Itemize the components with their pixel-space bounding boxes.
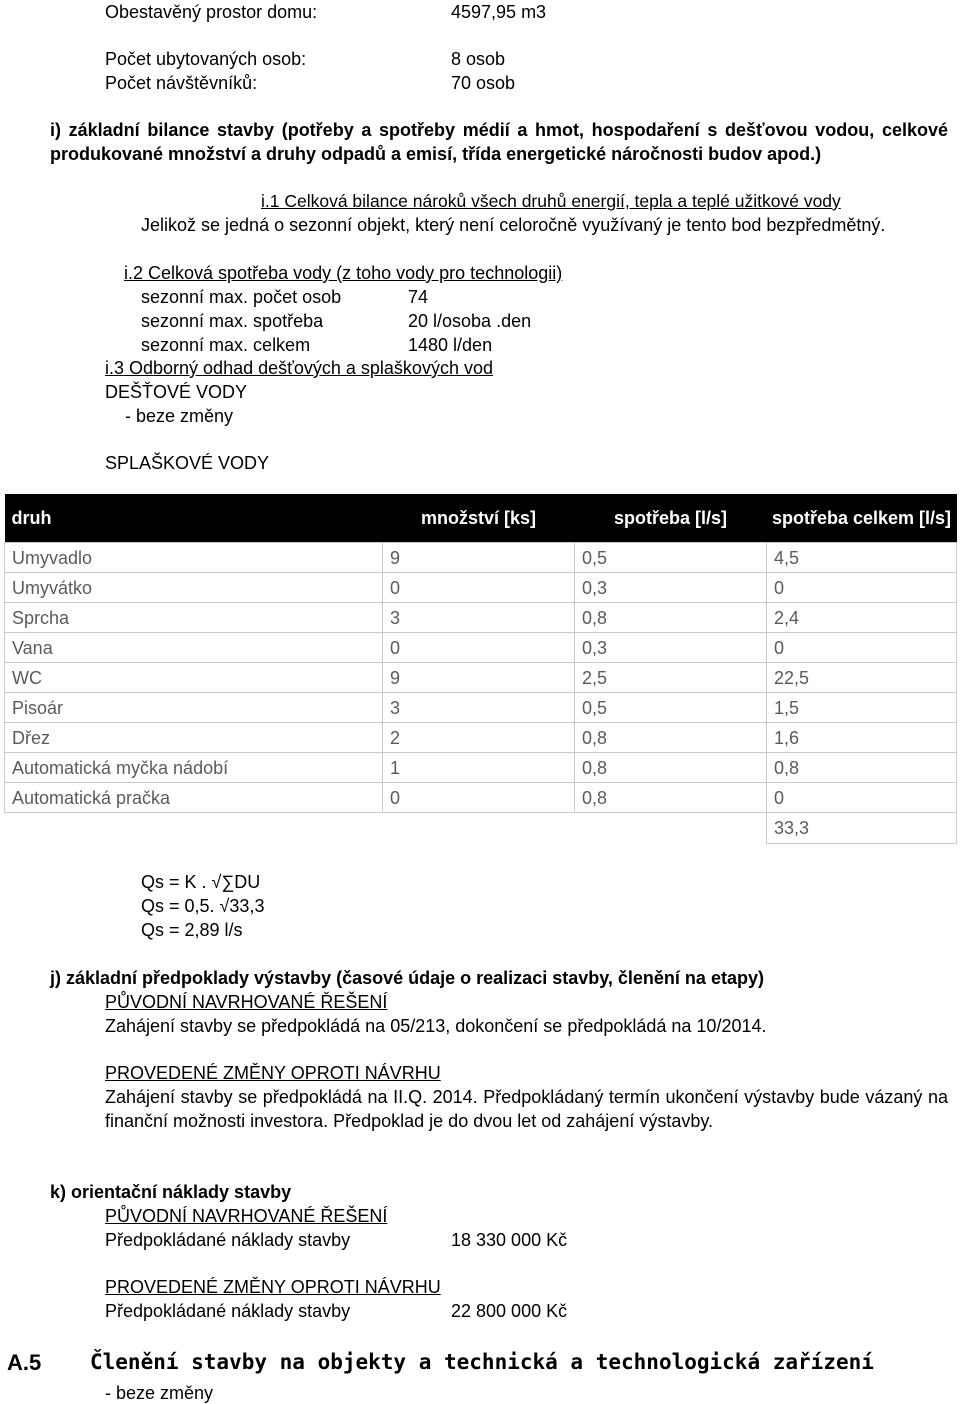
k-original-value: 18 330 000 Kč <box>451 1230 568 1250</box>
j-original-text: Zahájení stavby se předpokládá na 05/213, dokončení se předpokládá na 10/2014. <box>105 1016 767 1036</box>
table-cell: 0 <box>383 633 575 663</box>
table-cell: 9 <box>383 663 575 693</box>
i1-text: Jelikož se jedná o sezonní objekt, který není celoročně využívaný je tento bod bezpředmětný. <box>141 215 886 235</box>
section-k-heading: k) orientační náklady stavby <box>50 1182 292 1202</box>
table-cell: 0 <box>383 573 575 603</box>
formula-line: Qs = K . √∑DU <box>141 872 261 892</box>
table-cell: Dřez <box>5 723 383 753</box>
formula-result: Qs = 2,89 l/s <box>141 920 243 940</box>
table-cell: Umyvátko <box>5 573 383 603</box>
section-a5-number: A.5 <box>7 1350 42 1375</box>
table-cell: 0,8 <box>767 753 957 783</box>
waste-water-table <box>4 494 957 844</box>
table-cell: Sprcha <box>5 603 383 633</box>
table-row <box>5 573 957 603</box>
residents-label: Počet ubytovaných osob: <box>105 49 307 69</box>
residents-value: 8 osob <box>451 49 506 69</box>
i2-row-label: sezonní max. spotřeba <box>141 311 324 331</box>
table-cell: 0,8 <box>575 753 767 783</box>
column-header: druh <box>5 494 383 543</box>
built-volume-value: 4597,95 m3 <box>451 2 547 22</box>
table-cell: 0,5 <box>575 543 767 573</box>
i2-row-value: 20 l/osoba .den <box>408 311 532 331</box>
visitors-value: 70 osob <box>451 73 516 93</box>
j-original-title: PŮVODNÍ NAVRHOVANÉ ŘEŠENÍ <box>105 992 388 1012</box>
table-cell: 0,8 <box>575 603 767 633</box>
table-cell: Automatická myčka nádobí <box>5 753 383 783</box>
table-row <box>5 603 957 633</box>
built-volume-label: Obestavěný prostor domu: <box>105 2 318 22</box>
table-cell: 2,4 <box>767 603 957 633</box>
table-cell: 2 <box>383 723 575 753</box>
table-row <box>5 783 957 813</box>
table-cell: 1,5 <box>767 693 957 723</box>
table-cell: 1,6 <box>767 723 957 753</box>
table-cell: 0,5 <box>575 693 767 723</box>
table-row <box>5 543 957 573</box>
table-cell: Umyvadlo <box>5 543 383 573</box>
table-cell: 0,8 <box>575 783 767 813</box>
table-cell: WC <box>5 663 383 693</box>
table-total-row <box>5 813 957 844</box>
k-changes-label: Předpokládané náklady stavby <box>105 1301 351 1321</box>
table-row <box>5 693 957 723</box>
visitors-label: Počet návštěvníků: <box>105 73 258 93</box>
table-row <box>5 633 957 663</box>
j-changes-text: Zahájení stavby se předpokládá na II.Q. 2014. Předpokládaný termín ukončení výstavby bude vázaný na finanční možnosti investora. Předpoklad je do dvou let od zahájení výstavby. <box>105 1087 948 1131</box>
formula-line: Qs = 0,5. √33,3 <box>141 896 265 916</box>
table-cell: 0,3 <box>575 573 767 603</box>
table-cell: 0 <box>383 783 575 813</box>
section-i-heading: i) základní bilance stavby (potřeby a spotřeby médií a hmot, hospodaření s dešťovou vodou, celkové produkované množství a druhy odpadů a emisí, třída energetické náročnosti budov apod.) <box>50 120 948 164</box>
i2-row-label: sezonní max. počet osob <box>141 287 342 307</box>
table-row <box>5 663 957 693</box>
table-cell: 2,5 <box>575 663 767 693</box>
waste-water-title: SPLAŠKOVÉ VODY <box>105 453 270 473</box>
i3-title: i.3 Odborný odhad dešťových a splaškových vod <box>105 358 493 378</box>
column-header: spotřeba celkem [l/s] <box>767 494 957 543</box>
i1-title: i.1 Celková bilance nároků všech druhů energií, tepla a teplé užitkové vody <box>261 191 841 211</box>
table-cell: 4,5 <box>767 543 957 573</box>
table-cell: 0 <box>767 783 957 813</box>
k-original-title: PŮVODNÍ NAVRHOVANÉ ŘEŠENÍ <box>105 1206 388 1226</box>
section-a5-text: - beze změny <box>105 1383 214 1403</box>
i2-row-value: 1480 l/den <box>408 335 493 355</box>
table-cell: 1 <box>383 753 575 783</box>
k-changes-title: PROVEDENÉ ZMĚNY OPROTI NÁVRHU <box>105 1277 441 1297</box>
k-changes-value: 22 800 000 Kč <box>451 1301 568 1321</box>
k-original-label: Předpokládané náklady stavby <box>105 1230 351 1250</box>
i2-title: i.2 Celková spotřeba vody (z toho vody pro technologii) <box>124 263 563 283</box>
table-cell: 0,8 <box>575 723 767 753</box>
table-cell: Automatická pračka <box>5 783 383 813</box>
table-cell: 0 <box>767 633 957 663</box>
table-cell: Pisoár <box>5 693 383 723</box>
rain-water-title: DEŠŤOVÉ VODY <box>105 382 248 402</box>
rain-water-text: - beze změny <box>125 406 234 426</box>
table-cell: 3 <box>383 603 575 633</box>
j-changes-title: PROVEDENÉ ZMĚNY OPROTI NÁVRHU <box>105 1063 441 1083</box>
table-cell: Vana <box>5 633 383 663</box>
section-a5-title: Členění stavby na objekty a technická a technologická zařízení <box>90 1350 874 1374</box>
table-total: 33,3 <box>767 813 957 844</box>
i2-row-value: 74 <box>408 287 429 307</box>
section-j-heading: j) základní předpoklady výstavby (časové údaje o realizaci stavby, členění na etapy) <box>50 968 764 988</box>
column-header: spotřeba [l/s] <box>575 494 767 543</box>
table-header-row <box>5 494 957 543</box>
table-row <box>5 723 957 753</box>
table-cell: 0,3 <box>575 633 767 663</box>
i2-row-label: sezonní max. celkem <box>141 335 311 355</box>
table-cell: 0 <box>767 573 957 603</box>
table-cell: 22,5 <box>767 663 957 693</box>
table-row <box>5 753 957 783</box>
column-header: množství [ks] <box>383 494 575 543</box>
table-cell: 3 <box>383 693 575 723</box>
table-cell: 9 <box>383 543 575 573</box>
